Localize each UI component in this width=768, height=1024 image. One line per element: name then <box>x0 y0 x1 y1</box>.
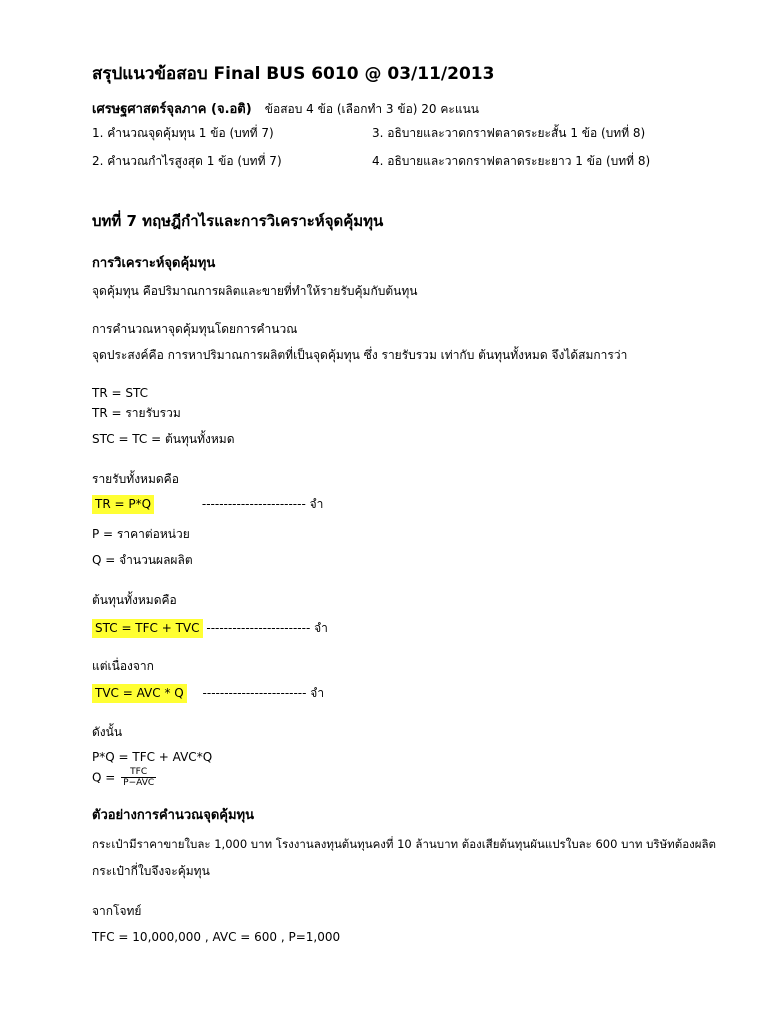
cost-label: ต้นทุนทั้งหมดคือ <box>92 593 177 607</box>
exam-info: ข้อสอบ 4 ข้อ (เลือกทำ 3 ข้อ) 20 คะแนน <box>264 102 479 116</box>
quantity-definition: Q = จำนวนผลผลิต <box>92 553 193 567</box>
price-definition: P = ราคาต่อหน่วย <box>92 527 190 541</box>
instructor-line <box>92 98 479 118</box>
exam-item-2: 2. คำนวณกำไรสูงสุด 1 ข้อ (บทที่ 7) <box>92 154 282 168</box>
q-prefix: Q = <box>92 770 116 785</box>
revenue-label: รายรับทั้งหมดคือ <box>92 472 179 486</box>
q-fraction <box>121 767 156 789</box>
q-denominator: P−AVC <box>123 778 155 789</box>
cost-formula-row <box>92 621 328 635</box>
cost-formula: STC = TFC + TVC <box>92 619 203 638</box>
tvc-formula: TVC = AVC * Q <box>92 684 187 703</box>
example-problem-line2: กระเป๋ากี่ใบจึงจะคุ้มทุน <box>92 864 210 878</box>
example-problem-line1: กระเป๋ามีราคาขายใบละ 1,000 บาท โรงงานลงทุนต้นทุนคงที่ 10 ล้านบาท ต้องเสียต้นทุนผันแปรใบละ 600 บาท บริษัทต้องผลิต <box>92 837 716 851</box>
calc-title: การคำนวณหาจุดคุ้มทุนโดยการคำนวณ <box>92 322 298 336</box>
exam-item-1: 1. คำนวณจุดคุ้มทุน 1 ข้อ (บทที่ 7) <box>92 126 274 140</box>
instructor-name: เศรษฐศาสตร์จุลภาค (จ.อติ) <box>92 102 252 117</box>
calc-purpose: จุดประสงค์คือ การหาปริมาณการผลิตที่เป็นจุดคุ้มทุน ซึ่ง รายรับรวม เท่ากับ ต้นทุนทั้งหมด จึงได้สมการว่า <box>92 348 628 362</box>
chapter-heading: บทที่ 7 ทฤษฎีกำไรและการวิเคราะห์จุดคุ้มทุน <box>92 212 384 230</box>
q-numerator: TFC <box>121 767 156 778</box>
stc-definition: STC = TC = ต้นทุนทั้งหมด <box>92 432 235 446</box>
example-heading: ตัวอย่างการคำนวณจุดคุ้มทุน <box>92 808 254 823</box>
revenue-formula-row <box>92 497 323 511</box>
tvc-formula-row <box>92 686 324 700</box>
therefore-label: ดังนั้น <box>92 725 123 739</box>
breakeven-heading: การวิเคราะห์จุดคุ้มทุน <box>92 256 216 271</box>
exam-item-4: 4. อธิบายและวาดกราฟตลาดระยะยาว 1 ข้อ (บทที่ 8) <box>372 154 651 168</box>
tvc-memo: ------------------------ จำ <box>202 686 325 700</box>
cost-memo: ------------------------ จำ <box>206 621 328 635</box>
exam-item-3: 3. อธิบายและวาดกราฟตลาดระยะสั้น 1 ข้อ (บทที่ 8) <box>372 126 646 140</box>
given-values: TFC = 10,000,000 , AVC = 600 , P=1,000 <box>92 930 341 944</box>
tr-equals-stc: TR = STC <box>92 386 148 400</box>
revenue-formula: TR = P*Q <box>92 495 154 514</box>
q-formula <box>92 767 156 789</box>
page-title: สรุปแนวข้อสอบ Final BUS 6010 @ 03/11/2013 <box>92 64 495 84</box>
tr-definition: TR = รายรับรวม <box>92 406 181 420</box>
given-label: จากโจทย์ <box>92 904 142 918</box>
tvc-label: แต่เนื่องจาก <box>92 659 154 673</box>
equation-pq: P*Q = TFC + AVC*Q <box>92 750 213 764</box>
breakeven-definition: จุดคุ้มทุน คือปริมาณการผลิตและขายที่ทำให้รายรับคุ้มกับต้นทุน <box>92 284 418 298</box>
revenue-memo: ------------------------ จำ <box>201 497 324 511</box>
